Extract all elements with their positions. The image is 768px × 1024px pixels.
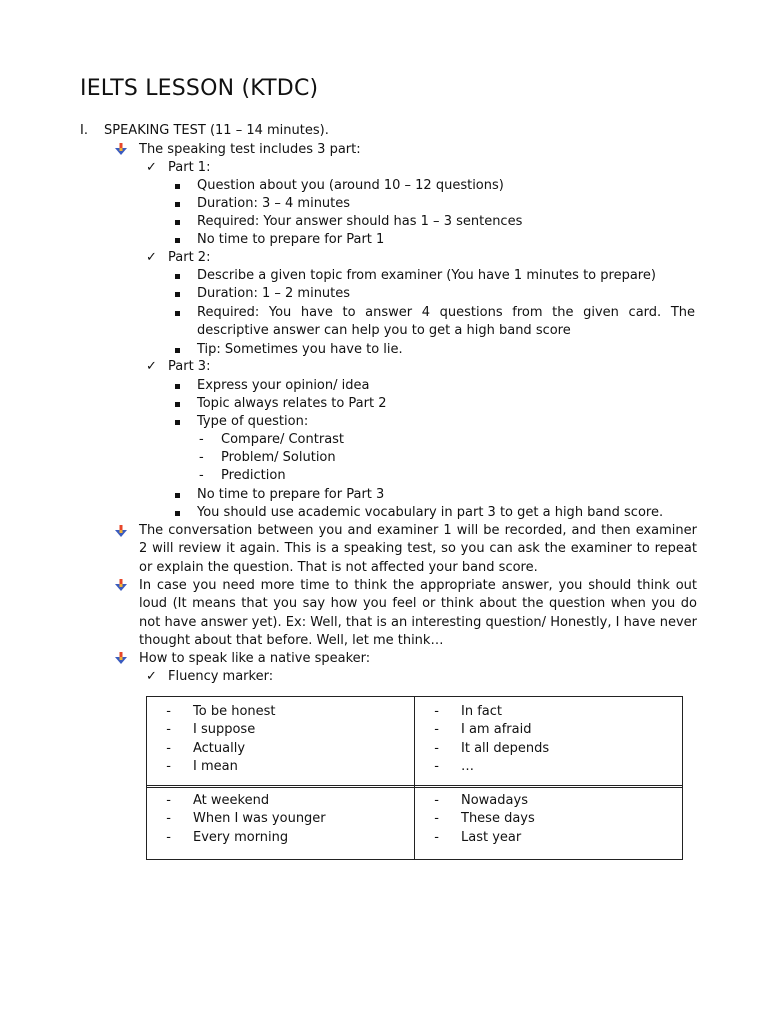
fluency-item: - Every morning	[166, 829, 289, 845]
question-type: Compare/ Contrast	[221, 432, 345, 447]
check-icon: ✓	[146, 160, 157, 175]
fluency-item: - When I was younger	[166, 811, 326, 827]
fluency-item: - At weekend	[166, 793, 270, 808]
part2-item: Describe a given topic from examiner (You have 1 minutes to prepare)	[197, 268, 656, 283]
section-heading: SPEAKING TEST (11 – 14 minutes).	[104, 123, 329, 138]
fluency-table-2	[146, 785, 683, 860]
arrow-bullet-icon	[115, 579, 127, 597]
note-think-out-loud: In case you need more time to think the appropriate answer, you should think out loud (It means that you say how you feel or think about the question when you do not have answer yet). Ex: Well, that is an interesting question/ Honestly, I have never thought about that before. Well, let me think…	[139, 578, 697, 649]
fluency-table-1	[146, 696, 683, 788]
part2-item: Tip: Sometimes you have to lie.	[197, 342, 403, 357]
fluency-cell-left	[147, 697, 415, 788]
dash-bullet: -	[199, 468, 204, 483]
part2-label: Part 2:	[168, 250, 211, 265]
square-bullet-icon	[175, 486, 180, 504]
part1-item: Question about you (around 10 – 12 questions)	[197, 178, 504, 193]
square-bullet-icon	[175, 395, 180, 413]
fluency-cell-right	[415, 786, 683, 860]
part1-item: No time to prepare for Part 1	[197, 232, 385, 247]
square-bullet-icon	[175, 231, 180, 249]
fluency-item: - I mean	[166, 759, 238, 775]
fluency-item: - Last year	[434, 829, 522, 845]
part3-label: Part 3:	[168, 359, 211, 374]
part3-item: You should use academic vocabulary in part 3 to get a high band score.	[197, 505, 664, 520]
question-type: Prediction	[221, 468, 286, 483]
part3-item: Type of question:	[197, 414, 309, 429]
fluency-item: - It all depends	[434, 740, 550, 756]
dash-bullet: -	[199, 432, 204, 447]
question-type: Problem/ Solution	[221, 450, 336, 465]
square-bullet-icon	[175, 213, 180, 231]
square-bullet-icon	[175, 341, 180, 359]
square-bullet-icon	[175, 504, 180, 522]
fluency-item: - In fact	[434, 704, 502, 719]
arrow-bullet-icon	[115, 652, 127, 670]
part1-label: Part 1:	[168, 160, 211, 175]
native-heading: How to speak like a native speaker:	[139, 651, 371, 666]
part2-item: Required: You have to answer 4 questions from the given card. The descriptive answer can help you to get a high band score	[197, 305, 695, 339]
page-title: IELTS LESSON (KTDC)	[80, 76, 319, 101]
fluency-cell-right	[415, 697, 683, 788]
arrow-bullet-icon	[115, 525, 127, 543]
fluency-marker-label: Fluency marker:	[168, 669, 274, 684]
part2-item: Duration: 1 – 2 minutes	[197, 286, 351, 301]
part3-item: Express your opinion/ idea	[197, 378, 370, 393]
arrow-bullet-icon	[115, 143, 127, 161]
square-bullet-icon	[175, 177, 180, 195]
square-bullet-icon	[175, 304, 180, 322]
fluency-item: - I am afraid	[434, 722, 532, 738]
check-icon: ✓	[146, 669, 157, 684]
fluency-item: - To be honest	[166, 704, 276, 719]
part3-item: Topic always relates to Part 2	[197, 396, 387, 411]
fluency-item: - Actually	[166, 740, 246, 756]
speaking-test-intro: The speaking test includes 3 part:	[139, 142, 361, 157]
section-number: I.	[80, 123, 88, 138]
fluency-item: - Nowadays	[434, 793, 528, 808]
square-bullet-icon	[175, 267, 180, 285]
part1-item: Required: Your answer should has 1 – 3 sentences	[197, 214, 523, 229]
dash-bullet: -	[199, 450, 204, 465]
check-icon: ✓	[146, 359, 157, 374]
fluency-cell-left	[147, 786, 415, 860]
part3-item: No time to prepare for Part 3	[197, 487, 385, 502]
fluency-item: - I suppose	[166, 722, 256, 738]
square-bullet-icon	[175, 285, 180, 303]
note-recorded: The conversation between you and examiner 1 will be recorded, and then examiner 2 will review it again. This is a speaking test, so you can ask the examiner to repeat or explain the question. That is not affected your band score.	[139, 523, 697, 575]
square-bullet-icon	[175, 377, 180, 395]
fluency-item: - These days	[434, 811, 535, 827]
fluency-item: - …	[434, 759, 474, 775]
square-bullet-icon	[175, 195, 180, 213]
part1-item: Duration: 3 – 4 minutes	[197, 196, 351, 211]
square-bullet-icon	[175, 413, 180, 431]
check-icon: ✓	[146, 250, 157, 265]
